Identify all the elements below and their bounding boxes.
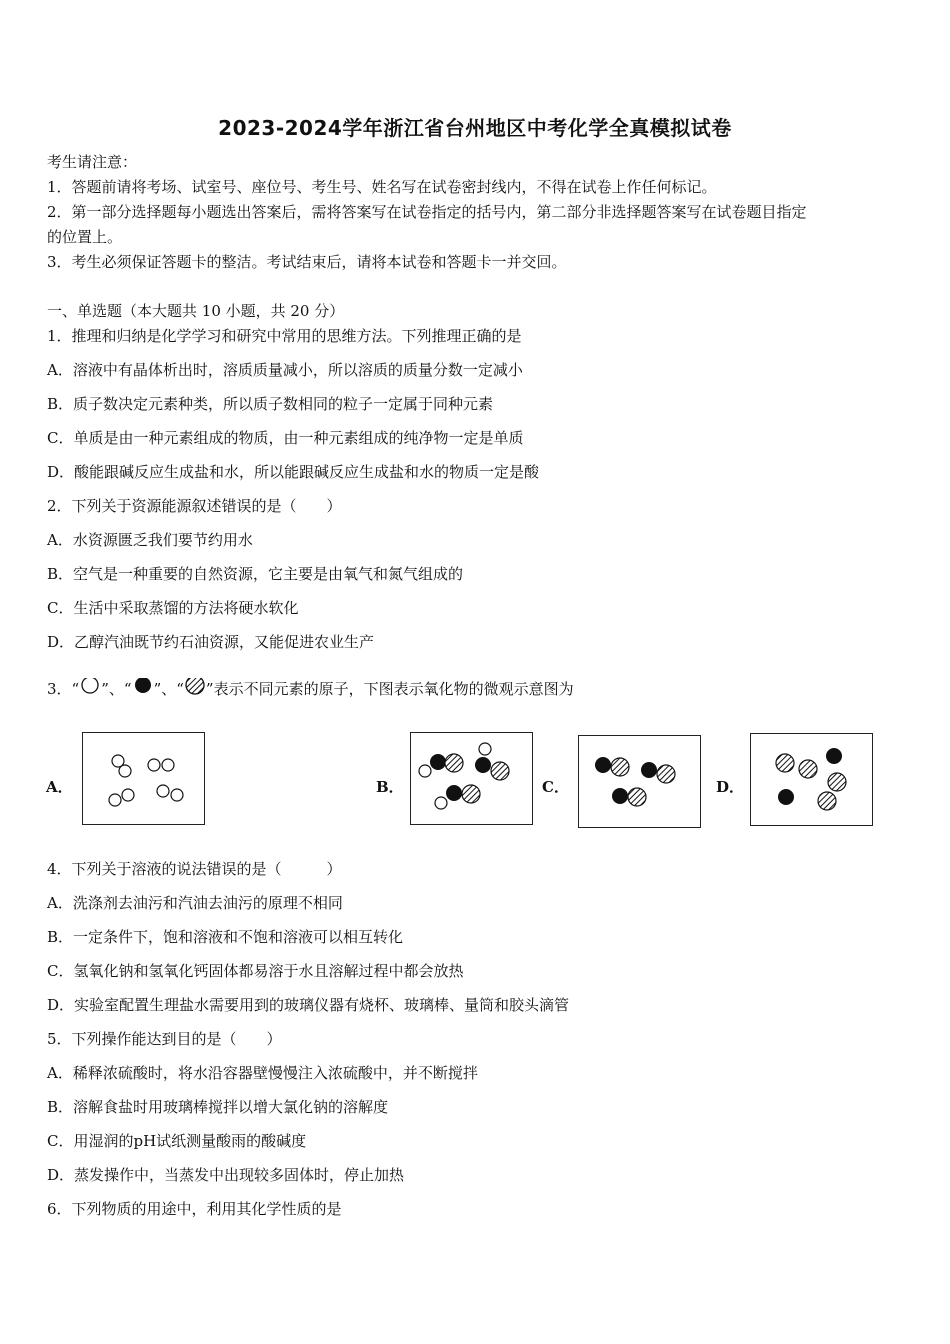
q3-diagram-c xyxy=(578,735,701,828)
q1-option-b: B．质子数决定元素种类，所以质子数相同的粒子一定属于同种元素 xyxy=(47,395,494,413)
q2-option-a: A．水资源匮乏我们要节约用水 xyxy=(47,531,253,549)
q5-option-d: D．蒸发操作中，当蒸发中出现较多固体时，停止加热 xyxy=(47,1166,405,1184)
notice-item-2-cont: 的位置上。 xyxy=(47,228,123,246)
notice-item-2: 2．第一部分选择题每小题选出答案后，需将答案写在试卷指定的括号内，第二部分非选择题答案写在试卷题目指定 xyxy=(47,203,807,221)
q3-stem xyxy=(47,678,574,699)
q4-option-c: C．氢氧化钠和氢氧化钙固体都易溶于水且溶解过程中都会放热 xyxy=(47,962,464,980)
q5-option-c: C．用湿润的pH试纸测量酸雨的酸碱度 xyxy=(47,1132,307,1150)
notice-item-1: 1．答题前请将考场、试室号、座位号、考生号、姓名写在试卷密封线内，不得在试卷上作任何标记。 xyxy=(47,178,717,196)
q3-label-c: C． xyxy=(542,778,569,796)
black-atom-icon xyxy=(132,678,154,698)
q3-diagram-a xyxy=(82,732,205,825)
q3-diagram-d xyxy=(750,733,873,826)
q3-diagram-b xyxy=(410,732,533,825)
q2-option-d: D．乙醇汽油既节约石油资源，又能促进农业生产 xyxy=(47,633,375,651)
q3-diagram-c-atoms xyxy=(579,736,700,827)
notice-heading: 考生请注意： xyxy=(47,153,138,171)
q5-option-b: B．溶解食盐时用玻璃棒搅拌以增大氯化钠的溶解度 xyxy=(47,1098,389,1116)
q4-option-d: D．实验室配置生理盐水需要用到的玻璃仪器有烧杯、玻璃棒、量筒和胶头滴管 xyxy=(47,996,570,1014)
q3-label-b: B． xyxy=(376,778,404,796)
q1-option-c: C．单质是由一种元素组成的物质，由一种元素组成的纯净物一定是单质 xyxy=(47,429,524,447)
q2-option-b: B．空气是一种重要的自然资源，它主要是由氧气和氮气组成的 xyxy=(47,565,464,583)
q3-sep-1: ”、“ xyxy=(101,680,132,698)
q4-option-b: B．一定条件下，饱和溶液和不饱和溶液可以相互转化 xyxy=(47,928,404,946)
q1-stem: 1．推理和归纳是化学学习和研究中常用的思维方法。下列推理正确的是 xyxy=(47,327,522,345)
notice-item-3: 3．考生必须保证答题卡的整洁。考试结束后，请将本试卷和答题卡一并交回。 xyxy=(47,253,567,271)
q3-diagram-a-atoms xyxy=(83,733,204,824)
q4-option-a: A．洗涤剂去油污和汽油去油污的原理不相同 xyxy=(47,894,343,912)
q3-label-d: D． xyxy=(716,778,745,796)
q3-quote: “ xyxy=(71,680,80,698)
section-heading: 一、单选题（本大题共 10 小题，共 20 分） xyxy=(47,302,345,320)
q2-option-c: C．生活中采取蒸馏的方法将硬水软化 xyxy=(47,599,299,617)
q1-option-d: D．酸能跟碱反应生成盐和水，所以能跟碱反应生成盐和水的物质一定是酸 xyxy=(47,463,540,481)
white-atom-icon xyxy=(79,678,101,698)
q1-option-a: A．溶液中有晶体析出时，溶质质量减小，所以溶质的质量分数一定减小 xyxy=(47,361,523,379)
q5-option-a: A．稀释浓硫酸时，将水沿容器壁慢慢注入浓硫酸中，并不断搅拌 xyxy=(47,1064,478,1082)
q6-stem: 6．下列物质的用途中，利用其化学性质的是 xyxy=(47,1200,342,1218)
page-title: 2023-2024学年浙江省台州地区中考化学全真模拟试卷 xyxy=(218,116,732,140)
hatched-atom-icon xyxy=(184,678,206,698)
q3-sep-2: ”、“ xyxy=(153,680,184,698)
q3-number: 3． xyxy=(47,680,72,698)
q3-diagram-d-atoms xyxy=(751,734,872,825)
q3-label-a: A． xyxy=(46,778,73,796)
q2-stem: 2．下列关于资源能源叙述错误的是（ ） xyxy=(47,497,342,515)
q4-stem: 4．下列关于溶液的说法错误的是（ ） xyxy=(47,860,342,878)
q5-stem: 5．下列操作能达到目的是（ ） xyxy=(47,1030,282,1048)
q3-diagram-b-atoms xyxy=(411,733,532,824)
q3-tail: ”表示不同元素的原子，下图表示氧化物的微观示意图为 xyxy=(205,680,574,698)
